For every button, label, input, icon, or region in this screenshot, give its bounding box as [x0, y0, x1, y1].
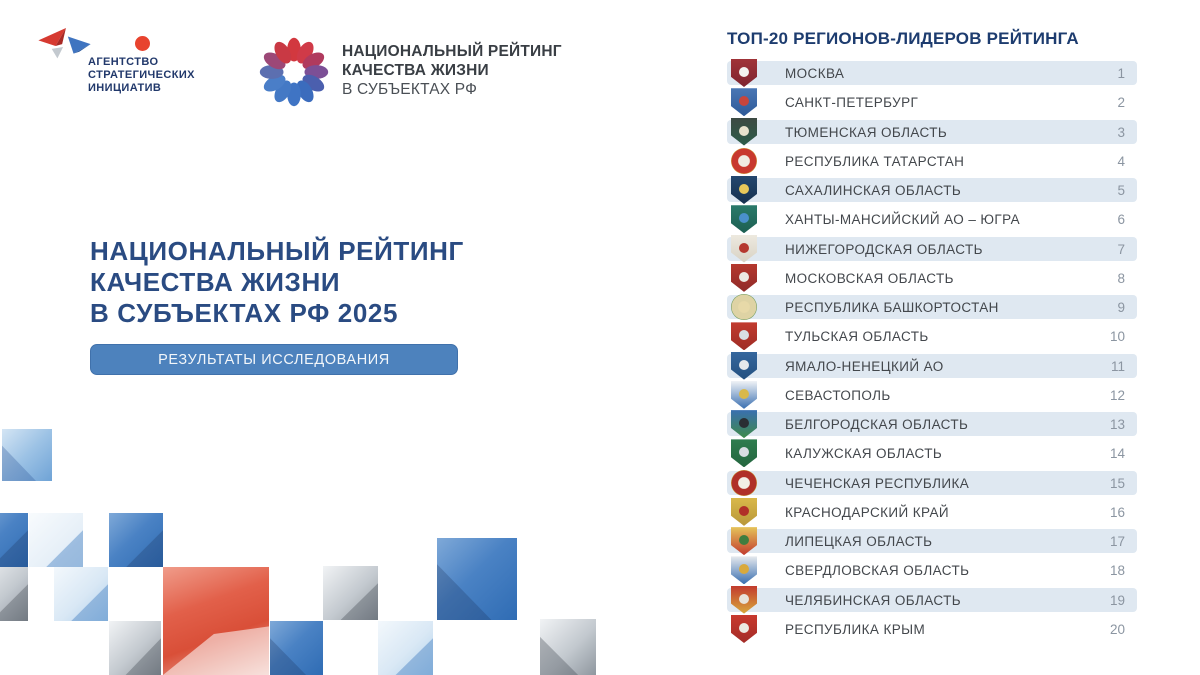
- region-rank: 14: [1109, 446, 1125, 462]
- table-row: [727, 383, 1137, 407]
- region-coat-of-arms-icon: [731, 527, 757, 555]
- rating-logo-text: [342, 42, 562, 99]
- region-rank: 4: [1117, 153, 1125, 169]
- coat-of-arms-center: [739, 213, 749, 223]
- region-name: КРАСНОДАРСКИЙ КРАЙ: [785, 504, 950, 520]
- table-row: [727, 617, 1137, 641]
- rating-logo-line3: В СУБЪЕКТАХ РФ: [342, 81, 478, 98]
- region-rank: 9: [1117, 300, 1125, 316]
- region-name: МОСКВА: [785, 66, 845, 81]
- region-coat-of-arms-icon: [731, 148, 757, 174]
- region-rank: 15: [1109, 475, 1125, 491]
- flower-icon: [258, 36, 330, 108]
- coat-of-arms-center: [739, 67, 749, 77]
- region-name: САХАЛИНСКАЯ ОБЛАСТЬ: [785, 183, 962, 199]
- table-row: [727, 149, 1137, 173]
- region-coat-of-arms-icon: [731, 322, 757, 350]
- region-coat-of-arms-icon: [731, 205, 757, 233]
- region-coat-of-arms-icon: [731, 59, 757, 87]
- region-name: РЕСПУБЛИКА КРЫМ: [785, 621, 926, 637]
- rating-logo-line2: КАЧЕСТВА ЖИЗНИ: [342, 62, 489, 79]
- table-row: [727, 90, 1137, 114]
- coat-of-arms-center: [739, 623, 749, 633]
- table-row: [727, 324, 1137, 348]
- table-row: [727, 61, 1137, 85]
- mosaic-tile: [540, 619, 596, 675]
- region-rank: 2: [1117, 95, 1125, 111]
- coat-of-arms-center: [739, 330, 749, 340]
- region-name: СВЕРДЛОВСКАЯ ОБЛАСТЬ: [785, 563, 970, 579]
- mosaic-tile: [163, 567, 269, 675]
- region-rank: 3: [1117, 124, 1125, 140]
- coat-of-arms-center: [739, 447, 749, 457]
- coat-of-arms-center: [739, 243, 749, 253]
- region-name: ЧЕЧЕНСКАЯ РЕСПУБЛИКА: [785, 475, 970, 491]
- asi-logo: [36, 26, 216, 106]
- title-line-3: В СУБЪЕКТАХ РФ 2025: [90, 298, 399, 328]
- table-row: [727, 471, 1137, 495]
- table-row: [727, 588, 1137, 612]
- region-coat-of-arms-icon: [731, 294, 757, 320]
- coat-of-arms-center: [739, 126, 749, 136]
- asi-line3: ИНИЦИАТИВ: [88, 82, 162, 94]
- title-line-1: НАЦИОНАЛЬНЫЙ РЕЙТИНГ: [90, 236, 464, 266]
- mosaic-tile: [378, 621, 433, 675]
- region-coat-of-arms-icon: [731, 586, 757, 614]
- coat-of-arms-center: [739, 418, 749, 428]
- mosaic-tile: [109, 621, 161, 675]
- region-rank: 11: [1110, 358, 1125, 374]
- ranking-title: ТОП-20 РЕГИОНОВ-ЛИДЕРОВ РЕЙТИНГА: [727, 29, 1079, 48]
- region-rank: 5: [1117, 183, 1125, 199]
- region-rank: 1: [1117, 66, 1125, 81]
- asi-line2: СТРАТЕГИЧЕСКИХ: [88, 69, 195, 81]
- mosaic-tile: [323, 566, 378, 620]
- region-coat-of-arms-icon: [731, 439, 757, 467]
- mosaic-tile: [29, 513, 83, 567]
- table-row: [727, 412, 1137, 436]
- coat-of-arms-center: [739, 535, 749, 545]
- region-rank: 6: [1117, 212, 1125, 228]
- region-name: ЯМАЛО-НЕНЕЦКИЙ АО: [785, 358, 944, 374]
- region-rank: 7: [1117, 241, 1125, 257]
- table-row: [727, 237, 1137, 261]
- region-coat-of-arms-icon: [731, 176, 757, 204]
- region-coat-of-arms-icon: [731, 264, 757, 292]
- region-name: ЧЕЛЯБИНСКАЯ ОБЛАСТЬ: [785, 592, 961, 608]
- coat-of-arms-center: [739, 594, 749, 604]
- region-coat-of-arms-icon: [731, 410, 757, 438]
- mosaic-tile: [109, 513, 163, 567]
- results-button[interactable]: РЕЗУЛЬТАТЫ ИССЛЕДОВАНИЯ: [90, 344, 458, 375]
- region-name: МОСКОВСКАЯ ОБЛАСТЬ: [785, 270, 954, 286]
- region-rank: 17: [1109, 534, 1125, 550]
- table-row: [727, 441, 1137, 465]
- region-rank: 8: [1117, 270, 1125, 286]
- region-name: КАЛУЖСКАЯ ОБЛАСТЬ: [785, 446, 943, 462]
- region-rank: 13: [1109, 417, 1125, 433]
- region-name: ТУЛЬСКАЯ ОБЛАСТЬ: [785, 329, 929, 345]
- table-row: [727, 266, 1137, 290]
- mosaic-tile: [54, 567, 108, 621]
- mosaic-tile: [437, 538, 517, 620]
- asi-line1: АГЕНТСТВО: [88, 56, 159, 68]
- table-row: [727, 529, 1137, 553]
- region-rank: 10: [1109, 329, 1125, 345]
- table-row: [727, 295, 1137, 319]
- region-name: ХАНТЫ-МАНСИЙСКИЙ АО – ЮГРА: [785, 212, 1021, 228]
- region-name: САНКТ-ПЕТЕРБУРГ: [785, 95, 919, 111]
- rating-logo-line1: НАЦИОНАЛЬНЫЙ РЕЙТИНГ: [342, 43, 562, 60]
- paper-planes-icon: [36, 28, 94, 66]
- rating-logo: [258, 34, 588, 114]
- table-row: [727, 354, 1137, 378]
- region-name: НИЖЕГОРОДСКАЯ ОБЛАСТЬ: [785, 241, 983, 257]
- region-coat-of-arms-icon: [731, 235, 757, 263]
- mosaic-tile: [0, 567, 28, 621]
- region-coat-of-arms-icon: [731, 88, 757, 116]
- region-coat-of-arms-icon: [731, 498, 757, 526]
- table-row: [727, 558, 1137, 582]
- table-row: [727, 120, 1137, 144]
- mosaic-tile: [2, 429, 52, 481]
- region-rank: 19: [1109, 592, 1125, 608]
- coat-of-arms-center: [739, 272, 749, 282]
- coat-of-arms-center: [739, 184, 749, 194]
- title-line-2: КАЧЕСТВА ЖИЗНИ: [90, 267, 341, 297]
- mosaic-tile: [0, 513, 28, 567]
- coat-of-arms-center: [739, 564, 749, 574]
- region-rank: 16: [1109, 504, 1125, 520]
- region-name: БЕЛГОРОДСКАЯ ОБЛАСТЬ: [785, 417, 969, 433]
- red-dot-icon: [135, 36, 150, 51]
- asi-logo-text: [88, 56, 195, 95]
- coat-of-arms-center: [739, 360, 749, 370]
- table-row: [727, 178, 1137, 202]
- coat-of-arms-center: [739, 506, 749, 516]
- region-name: РЕСПУБЛИКА БАШКОРТОСТАН: [785, 300, 999, 316]
- region-rank: 20: [1109, 621, 1125, 637]
- table-row: [727, 207, 1137, 231]
- region-coat-of-arms-icon: [731, 118, 757, 146]
- region-coat-of-arms-icon: [731, 615, 757, 643]
- region-coat-of-arms-icon: [731, 470, 757, 496]
- region-rank: 12: [1109, 387, 1125, 403]
- coat-of-arms-center: [739, 389, 749, 399]
- mosaic-tile: [270, 621, 323, 675]
- region-coat-of-arms-icon: [731, 381, 757, 409]
- region-rank: 18: [1109, 563, 1125, 579]
- region-name: ЛИПЕЦКАЯ ОБЛАСТЬ: [785, 534, 933, 550]
- region-name: РЕСПУБЛИКА ТАТАРСТАН: [785, 153, 965, 169]
- page-title: [90, 236, 464, 329]
- region-coat-of-arms-icon: [731, 556, 757, 584]
- coat-of-arms-center: [739, 96, 749, 106]
- region-name: СЕВАСТОПОЛЬ: [785, 387, 891, 403]
- region-coat-of-arms-icon: [731, 352, 757, 380]
- region-name: ТЮМЕНСКАЯ ОБЛАСТЬ: [785, 124, 948, 140]
- table-row: [727, 500, 1137, 524]
